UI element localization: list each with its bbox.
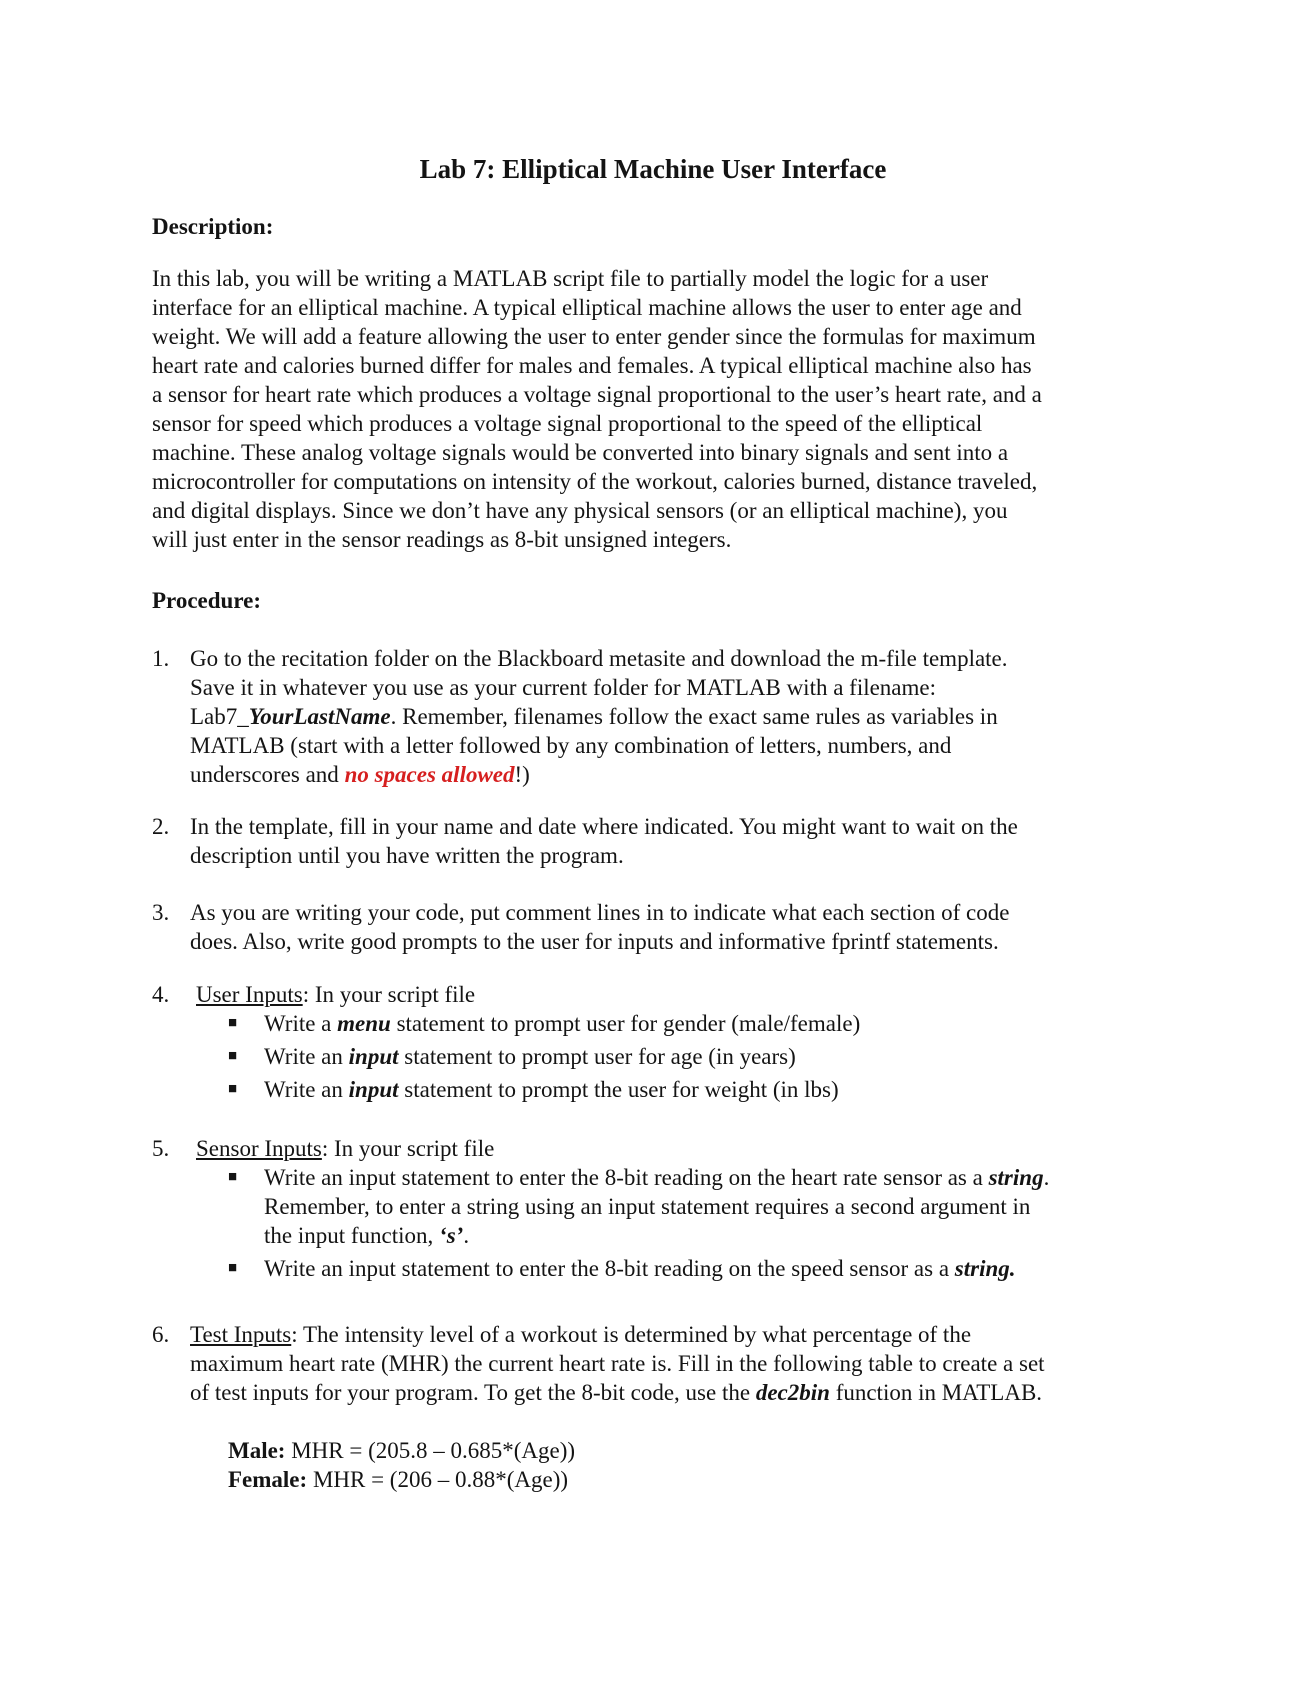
step-line: Save it in whatever you use as your current folder for MATLAB with a filename: [190,675,937,700]
step-number: 1. [152,646,170,671]
step-line-rest: . Remember, filenames follow the exact same rules as variables in [390,704,998,729]
keyword-input: input [348,1077,399,1102]
female-label: Female: [228,1467,308,1492]
procedure-heading: Procedure: [152,588,262,613]
step-number: 4. [152,982,170,1007]
filename-prefix: Lab7_ [190,704,249,729]
description-line: sensor for speed which produces a voltage signal proportional to the speed of the elliptical [152,411,983,436]
keyword-menu: menu [337,1011,391,1036]
step-line-rest: : In your script file [302,982,476,1007]
bullet-item: ■ Write an input statement to prompt user for age (in years) [228,1044,796,1069]
test-inputs-label: Test Inputs [190,1322,292,1347]
step-text: Test Inputs: The intensity level of a workout is determined by what percentage of the maximum heart rate (MHR) the current heart rate is. Fill in the following table to create a set of test inputs for your program. To get the 8-bit code, use the dec2bin function in MATLAB. [190,1320,1150,1407]
no-spaces-warning: no spaces allowed [344,762,515,787]
step-line-start: underscores and [190,762,345,787]
square-bullet-icon: ■ [228,1260,238,1276]
keyword-input: input [348,1044,399,1069]
bullet-item: ■ Write an input statement to prompt the user for weight (in lbs) [228,1077,839,1102]
square-bullet-icon: ■ [228,1081,238,1097]
step-line [190,760,1150,789]
female-formula: Female: MHR = (206 – 0.88*(Age)) [228,1467,569,1492]
description-paragraph [152,264,1142,554]
keyword-string: string. [954,1256,1016,1281]
bullet-item: ■ Write an input statement to enter the 8-bit reading on the heart rate sensor as a string. Remember, to enter a string using an input statement requires a second argument in the input function, ‘s’. [228,1165,1050,1248]
bullet-item: ■ Write an input statement to enter the 8-bit reading on the speed sensor as a string. [228,1256,1016,1281]
user-inputs-label: User Inputs [196,982,303,1007]
mhr-formulas [228,1436,575,1494]
step-text [196,980,1156,1009]
step-number: 5. [152,1136,170,1161]
step-line: In the template, fill in your name and date where indicated. You might want to wait on the [190,814,1018,839]
description-line: heart rate and calories burned differ for males and females. A typical elliptical machine also has [152,353,1032,378]
keyword-s-argument: ‘s’ [439,1223,464,1248]
keyword-dec2bin: dec2bin [755,1380,830,1405]
male-formula: Male: MHR = (205.8 – 0.685*(Age)) [228,1438,576,1463]
page-title: Lab 7: Elliptical Machine User Interface [419,154,887,184]
description-line: machine. These analog voltage signals would be converted into binary signals and sent into a [152,440,1009,465]
square-bullet-icon: ■ [228,1015,238,1031]
filename-lastname: YourLastName [248,704,391,729]
step-line: does. Also, write good prompts to the user for inputs and informative fprintf statements. [190,929,999,954]
description-line: In this lab, you will be writing a MATLAB script file to partially model the logic for a user [152,266,989,291]
step-line: Go to the recitation folder on the Blackboard metasite and download the m-file template. [190,646,1008,671]
bullet-item: ■ Write a menu statement to prompt user for gender (male/female) [228,1011,861,1036]
step-text [196,1134,1156,1163]
description-heading: Description: [152,214,274,239]
sensor-inputs-label: Sensor Inputs [196,1136,322,1161]
description-line: interface for an elliptical machine. A typical elliptical machine allows the user to enter age and [152,295,1022,320]
description-line: will just enter in the sensor readings as 8-bit unsigned integers. [152,527,732,552]
description-line: weight. We will add a feature allowing the user to enter gender since the formulas for maximum [152,324,1036,349]
sensor-inputs-bullets [228,1163,1148,1287]
square-bullet-icon: ■ [228,1169,238,1185]
step-text [190,644,1150,789]
step-number: 6. [152,1322,170,1347]
keyword-string: string [988,1165,1044,1190]
step-line: maximum heart rate (MHR) the current heart rate is. Fill in the following table to create a set [190,1351,1045,1376]
step-number: 3. [152,900,170,925]
step-line: As you are writing your code, put comment lines in to indicate what each section of code [190,900,1010,925]
step-text [190,812,1150,870]
description-line: and digital displays. Since we don’t have any physical sensors (or an elliptical machine), you [152,498,1008,523]
step-text [190,898,1150,956]
step-line [190,702,1150,731]
step-line: MATLAB (start with a letter followed by any combination of letters, numbers, and [190,733,952,758]
square-bullet-icon: ■ [228,1048,238,1064]
step-number: 2. [152,814,170,839]
step-line-rest: !) [514,762,530,787]
step-line: description until you have written the program. [190,843,624,868]
step-line-rest: : In your script file [321,1136,495,1161]
user-inputs-bullets [228,1009,1148,1108]
male-label: Male: [228,1438,286,1463]
description-line: microcontroller for computations on intensity of the workout, calories burned, distance traveled, [152,469,1038,494]
description-line: a sensor for heart rate which produces a voltage signal proportional to the user’s heart rate, and a [152,382,1042,407]
